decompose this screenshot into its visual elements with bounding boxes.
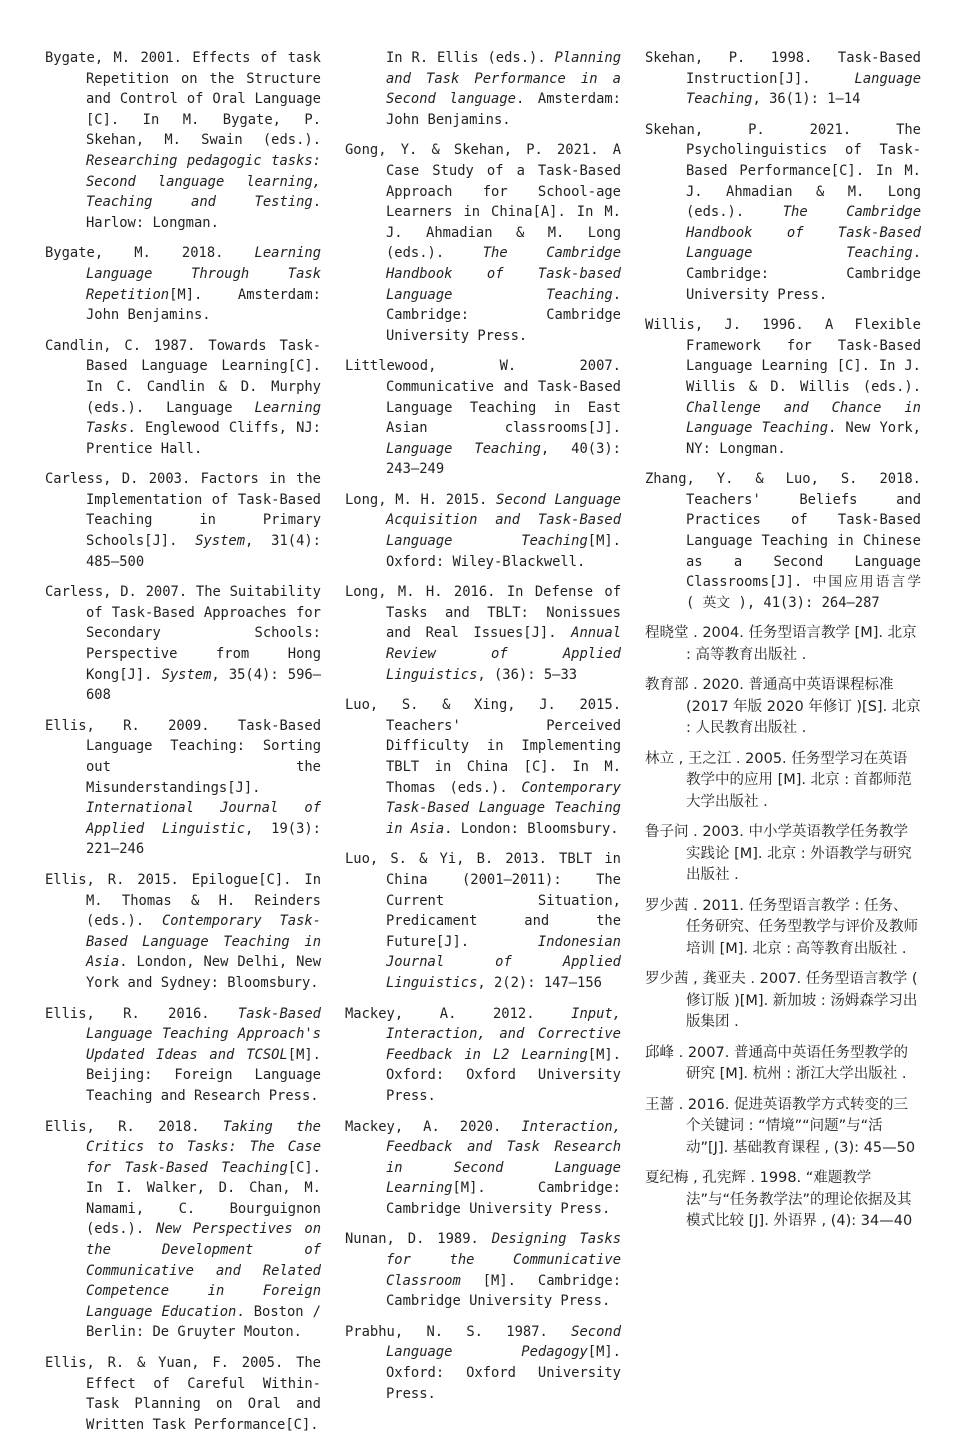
reference-text: [M]. Oxford: Wiley-Blackwell. [386,533,621,570]
reference-text: . Harlow: Longman. [86,194,321,231]
reference-text: Skehan, P. 1998. Task-Based Instruction[J]. [645,50,921,87]
reference-text: Long, M. H. 2015. [345,491,497,508]
reference-text: Willis, J. 1996. A Flexible Framework for Task-Based Language Learning [C]. In J. Willis & D. Willis (eds.). [645,317,921,395]
reference-text: Ellis, R. 2009. Task-Based Language Teaching: Sorting out the Misunderstandings[J]. [45,717,321,796]
reference-entry [645,749,921,814]
reference-text: . London: Bloomsbury. [444,820,619,837]
reference-entry [645,896,921,961]
reference-title-italic: Indonesian Journal of Applied Linguistics [386,933,621,991]
reference-text: 夏纪梅 , 孔宪辉 . 1998. “难题教学法”与“任务教学法”的理论依据及其模式比较 [J]. 外语界 , (4): 34—40 [645,1170,913,1230]
reference-entry [345,140,621,346]
reference-title-italic: The Cambridge Handbook of Task-Based Language Teaching [686,204,921,262]
reference-text: Ellis, R. 2016. [45,1005,238,1022]
reference-text: 罗少茜 , 龚亚夫 . 2007. 任务型语言教学 ( 修订版 )[M]. 新加坡 : 汤姆森学习出版集团 . [645,971,918,1031]
reference-text: . Amsterdam: John Benjamins. [386,91,621,128]
reference-text: , 35(4): 596—608 [86,666,321,704]
reference-text: Gong, Y. & Skehan, P. 2021. A Case Study of a Task-Based Approach for School-age Learners in China[A]. In M. J. Ahmadian & M. Long (eds.). [345,142,621,262]
reference-entry [645,1168,921,1233]
reference-title-italic: Second Language Pedagogy [386,1323,621,1361]
reference-text: . Englewood Cliffs, NJ: Prentice Hall. [86,420,321,457]
reference-text: Prabhu, N. S. 1987. [345,1323,572,1340]
reference-text: [M]. Cambridge: Cambridge University Press. [386,1180,621,1217]
reference-entry [45,48,321,233]
reference-text: Bygate, M. 2018. [45,245,255,262]
reference-entry [45,716,321,860]
reference-text: Luo, S. & Xing, J. 2015. Teachers' Perceived Difficulty in Implementing TBLT in China [C]. In M. Thomas (eds.). [345,697,621,796]
reference-entry [345,1229,621,1311]
reference-text: 教育部 . 2020. 普通高中英语课程标准 (2017 年版 2020 年修订 )[S]. 北京 : 人民教育出版社 . [645,677,921,737]
reference-entry [345,1004,621,1107]
reference-title-italic: Designing Tasks for the Communicative Classroom [386,1231,621,1289]
reference-title-italic: Language Teaching [686,70,921,108]
reference-title-italic: Annual Review of Applied Linguistics [386,625,621,683]
reference-text: Skehan, P. 2021. The Psycholinguistics of Task-Based Performance[C]. In M. J. Ahmadian & M. Long (eds.). [645,121,921,221]
reference-title-italic: System [161,666,212,683]
reference-title-italic: Planning and Task Performance in a Second language [386,50,621,108]
reference-entry [45,336,321,460]
reference-title-italic: System [195,533,246,550]
reference-title-italic: Language Teaching [386,440,541,457]
reference-text: Luo, S. & Yi, B. 2013. TBLT in China (2001—2011): The Current Situation, Predicament and the Future[J]. [345,851,621,950]
reference-text: Zhang, Y. & Luo, S. 2018. Teachers' Beliefs and Practices of Task-Based Language Teaching in Chinese as a Second Language Classrooms[J]. 中国应用语言学 ( 英文 ), 41(3): 264—287 [645,471,921,611]
reference-text: , 31(4): 485—500 [86,533,321,570]
reference-text: Mackey, A. 2020. [345,1118,522,1135]
reference-text: [M]. Oxford: Oxford University Press. [386,1046,621,1104]
reference-column-1 [45,48,321,1445]
reference-entry [45,870,321,994]
reference-entry [345,582,621,685]
reference-text: [M]. Oxford: Oxford University Press. [386,1344,621,1402]
reference-title-italic: Challenge and Chance in Language Teaching [686,399,921,437]
reference-entry [645,315,921,459]
reference-text: Long, M. H. 2016. In Defense of Tasks and TBLT: Nonissues and Real Issues[J]. [345,584,621,642]
reference-entry [345,490,621,572]
reference-text: 王蔷 . 2016. 促进英语教学方式转变的三个关键词 : “情境”“问题”与“活动”[J]. 基础教育课程 , (3): 45—50 [645,1096,916,1156]
reference-entry [345,695,621,839]
reference-title-italic: The Cambridge Handbook of Task-based Language Teaching [386,245,621,303]
reference-text: , 2(2): 147—156 [477,974,602,991]
reference-entry [45,1117,321,1344]
reference-title-italic: Researching pedagogic tasks: Second language learning, Teaching and Testing [86,152,321,211]
reference-entry [45,243,321,325]
reference-entry [645,48,921,110]
reference-title-italic: Taking the Critics to Tasks: The Case for Task-Based Teaching [86,1118,321,1176]
reference-entry [645,469,921,613]
reference-text: . Cambridge: Cambridge University Press. [386,286,621,344]
reference-entry [645,1043,921,1086]
reference-title-italic: New Perspectives on the Development of Communicative and Related Competence in Foreign Language Education [86,1221,321,1320]
reference-entry [45,1004,321,1107]
reference-text: Nunan, D. 1989. [345,1231,492,1248]
reference-column-2 [345,48,621,1414]
reference-title-italic: Learning Language Through Task Repetition [86,245,321,303]
reference-entry [645,822,921,887]
reference-text: . New York, NY: Longman. [686,420,921,457]
reference-title-italic: Input, Interaction, and Corrective Feedback in L2 Learning [386,1005,621,1063]
reference-text: In R. Ellis (eds.). [386,50,555,66]
reference-text: . Boston / Berlin: De Gruyter Mouton. [86,1303,321,1341]
reference-text: Littlewood, W. 2007. Communicative and Task-Based Language Teaching in East Asian classrooms[J]. [345,358,621,437]
reference-text: Ellis, R. 2015. Epilogue[C]. In M. Thomas & H. Reinders (eds.). [45,871,321,930]
reference-title-italic: Task-Based Language Teaching Approach's Updated Ideas and TCSOL [86,1005,321,1063]
reference-title-italic: Contemporary Task-Based Language Teaching in Asia [86,913,321,971]
reference-text: Carless, D. 2007. The Suitability of Task-Based Approaches for Secondary Schools: Perspective from Hong Kong[J]. [45,584,321,683]
reference-text: , 40(3): 243—249 [386,440,621,478]
reference-entry [45,469,321,572]
reference-text: Carless, D. 2003. Factors in the Implementation of Task-Based Teaching in Primary Schools[J]. [45,471,321,550]
reference-text: [M]. Cambridge: Cambridge University Press. [386,1272,621,1310]
reference-entry [345,849,621,993]
reference-text: , 36(1): 1—14 [752,91,861,108]
reference-text: Ellis, R. 2018. [45,1118,223,1135]
reference-text: 林立 , 王之江 . 2005. 任务型学习在英语教学中的应用 [M]. 北京 : 首都师范大学出版社 . [645,750,912,810]
reference-text: 程晓堂 . 2004. 任务型语言教学 [M]. 北京 : 高等教育出版社 . [645,625,917,663]
reference-text: , (36): 5—33 [477,666,578,683]
reference-title-italic: International Journal of Applied Linguistic [86,800,321,837]
reference-entry [345,356,621,480]
reference-entry [645,623,921,666]
reference-text: Bygate, M. 2001. Effects of task Repetition on the Structure and Control of Oral Language [C]. In M. Bygate, P. Skehan, M. Swain (eds.). [45,50,321,149]
reference-entry [45,1353,321,1435]
reference-text: 罗少茜 . 2011. 任务型语言教学 : 任务、任务研究、任务型教学与评价及教师培训 [M]. 北京 : 高等教育出版社 . [645,897,918,957]
reference-entry [645,1095,921,1160]
reference-entry [645,969,921,1034]
reference-entry [345,1117,621,1220]
reference-text: . London, New Delhi, New York and Sydney: Bloomsbury. [86,954,321,991]
reference-text: , 19(3): 221—246 [86,820,321,858]
reference-text: Mackey, A. 2012. [345,1005,572,1022]
reference-text: [C]. In I. Walker, D. Chan, M. Namami, C. Bourguignon (eds.). [86,1159,321,1238]
reference-entry [345,1322,621,1404]
reference-column-3 [645,48,921,1242]
reference-text: Candlin, C. 1987. Towards Task-Based Language Learning[C]. In C. Candlin & D. Murphy (eds.). Language [45,337,321,416]
reference-text: [M]. Amsterdam: John Benjamins. [86,286,321,324]
reference-text: [M]. Beijing: Foreign Language Teaching and Research Press. [86,1046,321,1104]
reference-text: . Cambridge: Cambridge University Press. [686,245,921,303]
reference-title-italic: Second Language Acquisition and Task-Based Language Teaching [386,491,621,550]
reference-text: 鲁子问 . 2003. 中小学英语教学任务教学实践论 [M]. 北京 : 外语教学与研究出版社 . [645,824,912,884]
reference-title-italic: Learning Tasks [86,399,321,437]
reference-entry [645,675,921,740]
reference-text: 邱峰 . 2007. 普通高中英语任务型教学的研究 [M]. 杭州 : 浙江大学出版社 . [645,1044,908,1083]
reference-entry [345,48,621,130]
reference-entry [45,582,321,706]
reference-title-italic: Contemporary Task-Based Language Teaching in Asia [386,779,621,837]
reference-text: Ellis, R. & Yuan, F. 2005. The Effect of Careful Within-Task Planning on Oral and Written Task Performance[C]. [45,1355,321,1433]
reference-entry [645,120,921,305]
reference-title-italic: Interaction, Feedback and Task Research in Second Language Learning [386,1118,621,1197]
